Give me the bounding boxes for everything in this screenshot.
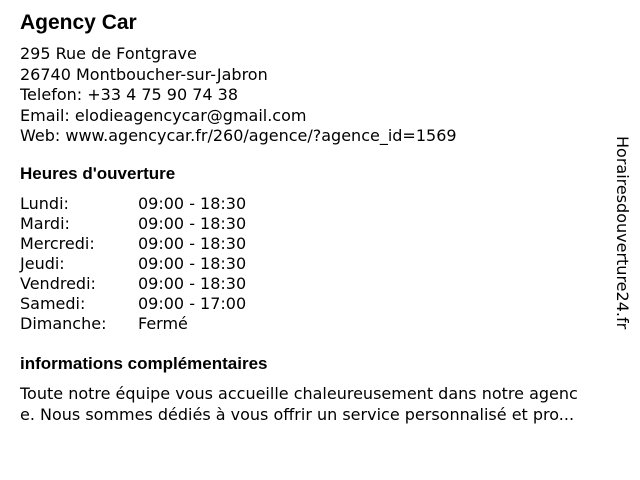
hours-row-saturday	[20, 294, 246, 314]
hours-row-thursday	[20, 254, 246, 274]
hours-time: 09:00 - 18:30	[138, 274, 247, 293]
hours-day: Dimanche:	[20, 314, 107, 333]
hours-day: Vendredi:	[20, 274, 96, 293]
hours-row-wednesday	[20, 234, 246, 254]
hours-time: 09:00 - 18:30	[138, 214, 247, 233]
opening-hours-heading: Heures d'ouverture	[20, 164, 176, 183]
hours-time: 09:00 - 18:30	[138, 254, 247, 273]
hours-row-friday	[20, 274, 246, 294]
hours-time: 09:00 - 18:30	[138, 194, 247, 213]
side-brand-watermark: Horairesdouverture24.fr	[613, 136, 632, 330]
additional-info-heading: informations complémentaires	[20, 354, 268, 373]
hours-row-monday	[20, 194, 246, 214]
website-url[interactable]: Web: www.agencycar.fr/260/agence/?agence_id=1569	[20, 126, 457, 145]
hours-day: Samedi:	[20, 294, 86, 313]
hours-day: Mercredi:	[20, 234, 95, 253]
email-address[interactable]: Email: elodieagencycar@gmail.com	[20, 105, 307, 125]
phone-number[interactable]: Telefon: +33 4 75 90 74 38	[20, 85, 239, 104]
hours-time: 09:00 - 18:30	[138, 234, 247, 253]
contact-block	[20, 44, 457, 147]
hours-row-tuesday	[20, 214, 246, 234]
hours-day: Mardi:	[20, 214, 70, 233]
hours-row-sunday	[20, 314, 246, 334]
additional-info-text	[20, 383, 624, 425]
hours-time: 09:00 - 17:00	[138, 294, 247, 313]
hours-day: Jeudi:	[20, 254, 65, 273]
business-name: Agency Car	[20, 11, 137, 34]
hours-day: Lundi:	[20, 194, 69, 213]
info-text-line: e. Nous sommes dédiés à vous offrir un service personnalisé et pro...	[20, 405, 575, 424]
opening-hours-table	[20, 194, 246, 334]
address-street: 295 Rue de Fontgrave	[20, 44, 197, 63]
hours-time: Fermé	[138, 314, 188, 333]
info-text-line: Toute notre équipe vous accueille chaleureusement dans notre agenc	[20, 384, 578, 403]
address-city: 26740 Montboucher-sur-Jabron	[20, 64, 268, 84]
